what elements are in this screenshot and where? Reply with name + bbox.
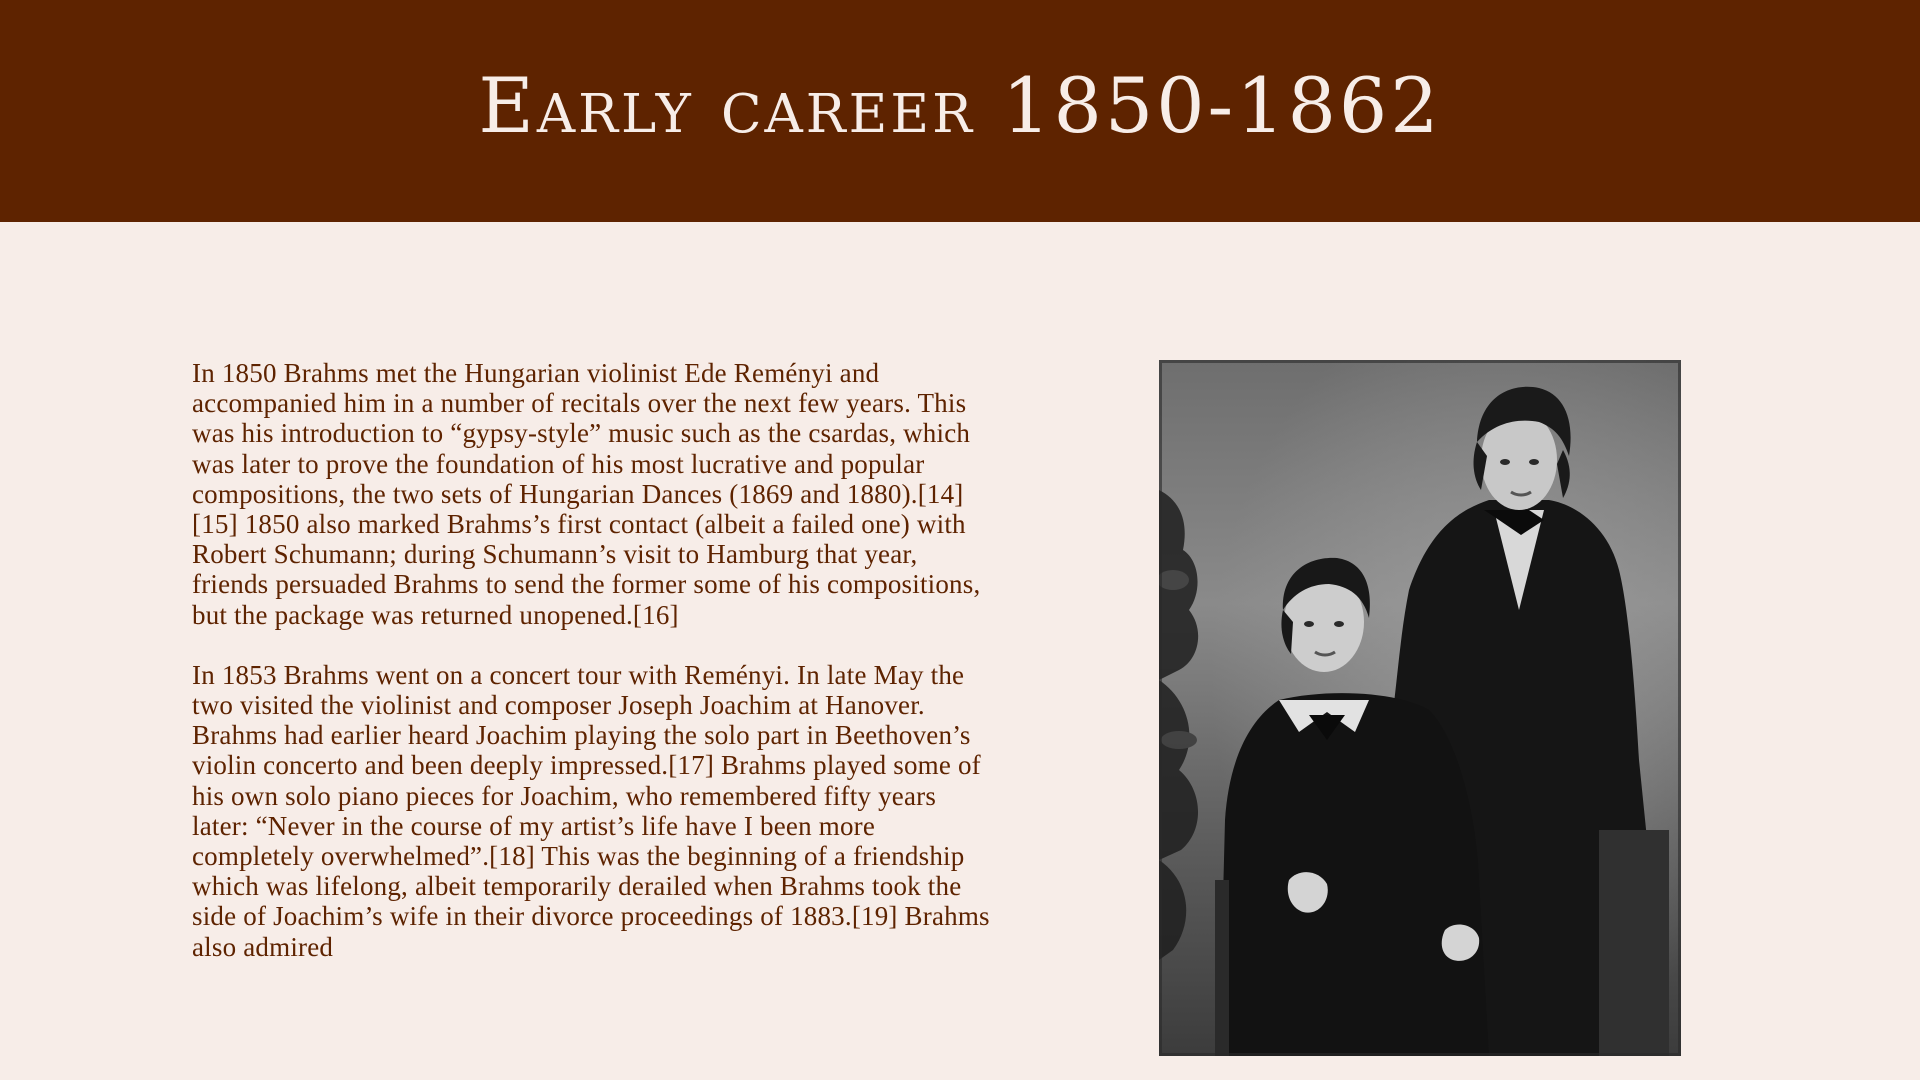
- title-bar: [0, 0, 1920, 222]
- paragraph-1: In 1850 Brahms met the Hungarian violinist Ede Reményi and accompanied him in a number of recitals over the next few years. This was his introduction to “gypsy-style” music such as the csardas, which was later to prove the foundation of his most lucrative and popular compositions, the two sets of Hungarian Dances (1869 and 1880).[14][15] 1850 also marked Brahms’s first contact (albeit a failed one) with Robert Schumann; during Schumann’s visit to Hamburg that year, friends persuaded Brahms to send the former some of his compositions, but the package was returned unopened.[16]: [192, 358, 981, 630]
- photo-illustration: [1159, 360, 1681, 1056]
- paragraph-2: In 1853 Brahms went on a concert tour with Reményi. In late May the two visited the violinist and composer Joseph Joachim at Hanover. Brahms had earlier heard Joachim playing the solo part in Beethoven’s violin concerto and been deeply impressed.[17] Brahms played some of his own solo piano pieces for Joachim, who remembered fifty years later: “Never in the course of my artist’s life have I been more completely overwhelmed”.[18] This was the beginning of a friendship which was lifelong, albeit temporarily derailed when Brahms took the side of Joachim’s wife in their divorce proceedings of 1883.[19] Brahms also admired: [192, 659, 990, 962]
- slide-title: Early career 1850-1862: [478, 61, 1442, 150]
- historical-photo: [1159, 360, 1681, 1056]
- body-text: [192, 358, 992, 1058]
